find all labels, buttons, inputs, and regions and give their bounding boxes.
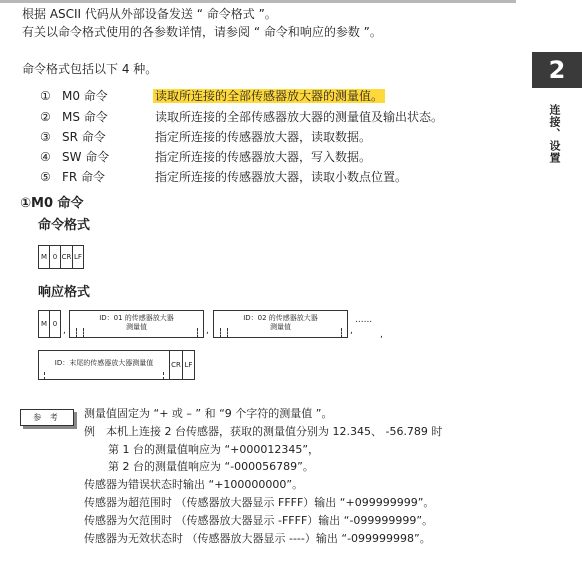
intro-line-2: 有关以命令格式使用的各参数详情，请参阅 “ 命令和响应的参数 ”。 — [22, 25, 382, 39]
reference-line: 传感器为超范围时 （传感器放大器显示 FFFF）输出 “+099999999”。 — [84, 496, 435, 509]
group-label-line2: 测量值 — [270, 323, 291, 331]
resp-cell-m: M — [38, 310, 50, 338]
list-item-num: ① — [40, 89, 51, 103]
separator-comma: , — [63, 326, 66, 336]
list-item-desc — [153, 88, 385, 104]
list-item-name: FR 命令 — [62, 170, 106, 184]
response-format-label: 响应格式 — [38, 285, 91, 300]
separator-comma: , — [380, 330, 383, 340]
reference-line: 例 本机上连接 2 台传感器，获取的测量值分别为 12.345、 -56.789 时 — [84, 425, 443, 438]
intro-line-3: 命令格式包括以下 4 种。 — [22, 62, 158, 76]
list-item-num: ② — [40, 110, 51, 124]
group-label: ID：末尾的传感器放大器测量值 — [54, 359, 154, 367]
list-item-desc: 读取所连接的全部传感器放大器的测量值及输出状态。 — [155, 110, 444, 124]
reference-tag: 参 考 — [20, 409, 74, 426]
resp-cell-cr: CR — [169, 350, 183, 380]
group-label-line1: ID：02 的传感器放大器 — [243, 314, 318, 322]
section-title: ①M0 命令 — [20, 196, 84, 211]
separator-comma: , — [206, 326, 209, 336]
cmd-cell-m: M — [38, 245, 50, 269]
cmd-cell-cr: CR — [60, 245, 73, 269]
list-item-name: MS 命令 — [62, 110, 108, 124]
list-item-desc: 指定所连接的传感器放大器，读取数据。 — [155, 130, 372, 144]
command-format-label: 命令格式 — [38, 218, 91, 233]
value-group-id02 — [213, 310, 348, 338]
top-rule — [0, 0, 516, 3]
list-item-name: M0 命令 — [62, 89, 108, 103]
resp-cell-0: 0 — [49, 310, 61, 338]
cmd-cell-0: 0 — [49, 245, 61, 269]
list-item-num: ⑤ — [40, 170, 51, 184]
highlight: 读取所连接的全部传感器放大器的测量值。 — [155, 89, 384, 103]
reference-line: 测量值固定为 “+ 或 – ” 和 “9 个字符的测量值 ”。 — [84, 407, 333, 420]
list-item-num: ④ — [40, 150, 51, 164]
reference-line: 第 2 台的测量值响应为 “-000056789”。 — [108, 460, 314, 473]
reference-line: 传感器为错误状态时输出 “+100000000”。 — [84, 478, 304, 491]
value-group-last — [38, 350, 170, 380]
ellipsis: ...... — [355, 315, 373, 325]
reference-line: 第 1 台的测量值响应为 “+000012345”， — [108, 443, 320, 456]
list-item-desc: 指定所连接的传感器放大器，读取小数点位置。 — [155, 170, 408, 184]
group-label-line1: ID：01 的传感器放大器 — [99, 314, 174, 322]
value-group-id01 — [69, 310, 204, 338]
resp-cell-lf: LF — [182, 350, 195, 380]
reference-line: 传感器为欠范围时 （传感器放大器显示 -FFFF）输出 “-099999999”。 — [84, 514, 434, 527]
cmd-cell-lf: LF — [72, 245, 84, 269]
separator-comma: , — [350, 326, 353, 336]
reference-line: 传感器为无效状态时 （传感器放大器显示 ----）输出 “-099999998”。 — [84, 532, 431, 545]
list-item-name: SR 命令 — [62, 130, 106, 144]
intro-line-1: 根据 ASCII 代码从外部设备发送 “ 命令格式 ”。 — [22, 7, 277, 21]
chapter-title: 连接、设置 — [548, 104, 561, 164]
group-label-line2: 测量值 — [126, 323, 147, 331]
chapter-number: 2 — [532, 52, 582, 88]
list-item-name: SW 命令 — [62, 150, 110, 164]
list-item-num: ③ — [40, 130, 51, 144]
list-item-desc: 指定所连接的传感器放大器，写入数据。 — [155, 150, 372, 164]
